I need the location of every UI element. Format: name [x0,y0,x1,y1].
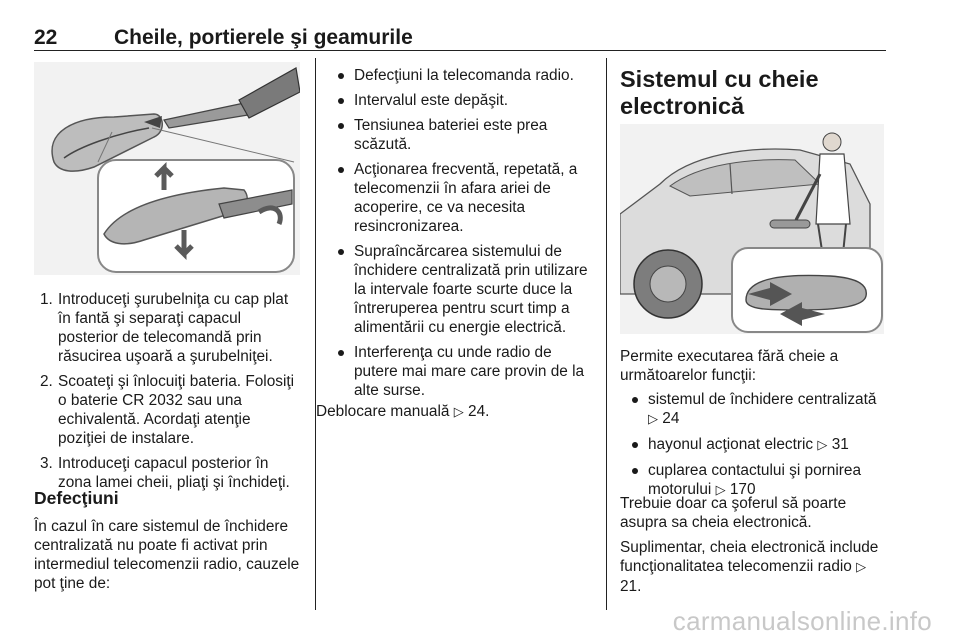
step-text: Introduceţi şurubelniţa cu cap plat în fantă şi separaţi capacul posterior de telecomandă prin răsucirea uşoară a şurubelniţei. [58,291,289,365]
list-item: Intervalul este depăşit. [326,91,596,110]
section-title: Sistemul cu cheie electronică [620,66,819,119]
list-item: Tensiunea bateriei este prea scăzută. [326,116,596,154]
list-item: Defecţiuni la telecomanda radio. [326,66,596,85]
page-reference[interactable]: 21. [620,578,642,595]
list-item: Interferenţa cu unde radio de putere mai mare care provin de la alte surse. [326,343,596,400]
triangle-arrow-icon: ▷ [715,483,726,498]
column-divider [315,58,316,610]
battery-replacement-steps [34,290,302,498]
triangle-arrow-icon: ▷ [817,438,828,453]
list-item: hayonul acţionat electric ▷ 31 [620,435,890,455]
intro-paragraph: Permite executarea fără cheie a următoarelor funcţii: [620,348,839,384]
page-reference[interactable]: 170 [729,481,756,498]
step-text: Introduceţi capacul posterior în zona lamei cheii, pliaţi şi închideţi. [58,455,290,491]
manual-unlock-reference: Deblocare manuală ▷ 24. [316,403,490,420]
faults-heading: Defecţiuni [34,488,119,508]
step-text: Scoateţi şi înlocuiţi bateria. Folosiţi o baterie CR 2032 sau una echivalentă. Acordaţi atenţie poziţiei de instalare. [58,373,295,447]
driver-paragraph: Trebuie doar ca şoferul să poarte asupra sa cheia electronică. [620,495,847,531]
key-battery-illustration [34,62,300,275]
triangle-arrow-icon: ▷ [453,405,464,420]
column-divider [606,58,607,610]
page-number: 22 [34,26,58,49]
list-item: Acţionarea frecventă, repetată, a telecomenzii în afara ariei de acoperire, ce va necesita resincronizarea. [326,160,596,236]
list-item: cuplarea contactului şi pornirea motorului ▷ 170 [620,461,890,500]
page-header [34,26,886,51]
page-reference[interactable]: 31 [831,436,849,453]
step-number: 1. [40,291,53,308]
list-item: Supraîncărcarea sistemului de închidere centralizată prin utilizare la intervale foarte scurte duce la întreruperea pentru scurt timp a alimentării cu energie electrică. [326,242,596,337]
list-item [34,290,302,366]
watermark: carmanualsonline.info [672,606,932,636]
keyless-functions-list [620,390,890,506]
fault-causes-list [326,66,596,406]
page-reference[interactable]: 24. [468,403,490,420]
list-item [34,372,302,448]
radio-remote-paragraph: Suplimentar, cheia electronică include funcţionalitatea telecomenzii radio ▷ 21. [620,539,879,595]
list-item [34,454,302,492]
step-number: 3. [40,455,53,472]
keyless-car-illustration [620,124,884,334]
step-number: 2. [40,373,53,390]
page-title: Cheile, portierele şi geamurile [114,26,413,49]
faults-paragraph: În cazul în care sistemul de închidere centralizată nu poate fi activat prin intermediul telecomenzii radio, cauzele pot ţine de: [34,518,300,592]
triangle-arrow-icon: ▷ [856,560,867,575]
list-item: sistemul de închidere centralizată ▷ 24 [620,390,890,429]
triangle-arrow-icon: ▷ [648,412,658,427]
page-reference[interactable]: 24 [662,410,680,427]
